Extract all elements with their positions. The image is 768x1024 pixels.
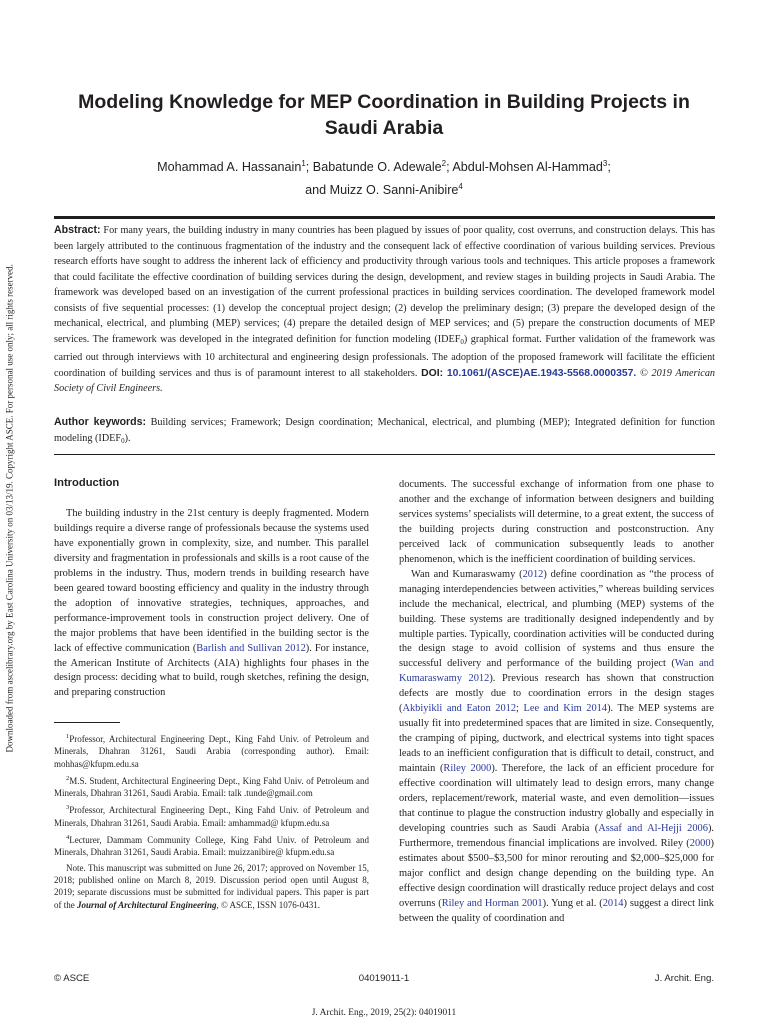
- paper-title: Modeling Knowledge for MEP Coordination in Building Projects in Saudi Arabia: [78, 91, 690, 139]
- footnote-3: $^3$Professor, Architectural Engineering Dept., King Fahd Univ. of Petroleum and Minerals, Dhahran 31261, Saudi Arabia. Email: amhammad@ kfupm.edu.sa: [54, 804, 369, 828]
- citation-link[interactable]: Barlish and Sullivan 2012: [196, 642, 306, 654]
- footer-journal: J. Archit. Eng.: [654, 973, 714, 984]
- right-paragraph-1: documents. The successful exchange of information from one phase to another and the exchange of information between designers and building services systems’ specialists will determine, to a great extent, the success of the building projects during construction and postconstruction. Any perceived lack of communication subsequently leads to another phenomenon, which is the inefficient coordination of building services.: [399, 479, 714, 565]
- footer-page-id: 04019011-1: [358, 973, 410, 984]
- doi-label: DOI:: [421, 367, 444, 379]
- citation-link[interactable]: 2014: [602, 897, 624, 909]
- citation-link[interactable]: 2012: [522, 568, 544, 580]
- citation-link[interactable]: Wan and Kumaraswamy 2012: [399, 658, 714, 685]
- author-keywords: Author keywords: Building services; Framework; Design coordination; Mechanical, electrical, and plumbing (MEP); Integrated definition for function modeling $(IDEF_0)$.: [54, 416, 715, 445]
- right-column: [399, 478, 714, 927]
- abstract-label: Abstract:: [54, 224, 101, 236]
- author-1: Mohammad A. Hassanain: [157, 160, 302, 175]
- citation-link[interactable]: Riley 2000: [443, 763, 492, 775]
- left-column: [54, 507, 369, 701]
- doi-link[interactable]: 10.1061/(ASCE)AE.1943-5568.0000357.: [446, 367, 637, 379]
- keywords-label: Author keywords:: [54, 416, 147, 428]
- citation-link[interactable]: Lee and Kim 2014: [523, 703, 608, 715]
- author-list: Mohammad A. Hassanain$^1$; Babatunde O. Adewale$^2$; Abdul-Mohsen Al-Hammad$^3$; and Muizz O. Sanni-Anibire$^4$: [157, 159, 611, 198]
- footnote-4: $^4$Lecturer, Dammam Community College, King Fahd Univ. of Petroleum and Minerals, Dhahran 31261, Saudi Arabia. Email: muizzanibire@ kfupm.edu.sa: [54, 834, 369, 858]
- author-2: Babatunde O. Adewale: [312, 160, 442, 175]
- intro-paragraph: The building industry in the 21st century is deeply fragmented. Modern buildings require a diverse range of professionals because the systems used have exponentially grown in complexity, size, and number. This parallel diversity and fragmentation in professionals and skills is a root cause of the problems in the industry. Thus, modern trends in building research have been geared toward boosting efficiency and quality in the industry through the adoption of innovative strategies, techniques, approaches, and performance-improvement tools in construction project delivery. One of the major problems that have been identified in the building sector is the lack of effective communication (Barlish and Sullivan 2012). For instance, the American Institute of Architects (AIA) highlights four phases in the design process: deciding what to build, rough sketches, refining the design, and preparing construction: [54, 508, 369, 699]
- footnote-rule: [54, 722, 120, 723]
- footnote-1: $^1$Professor, Architectural Engineering Dept., King Fahd Univ. of Petroleum and Minerals, Dhahran 31261, Saudi Arabia (corresponding author). Email: mohhas@kfupm.edu.sa: [54, 733, 369, 769]
- footnote-2: $^2$M.S. Student, Architectural Engineering Dept., King Fahd Univ. of Petroleum and Minerals, Dhahran 31261, Saudi Arabia. Email: talk .tunde@gmail.com: [54, 774, 369, 799]
- citation-link[interactable]: Akbiyikli and Eaton 2012: [402, 703, 517, 715]
- author-3: Abdul-Mohsen Al-Hammad: [452, 160, 603, 175]
- intro-heading: Introduction: [54, 477, 120, 489]
- footnotes: [54, 731, 369, 914]
- right-paragraph-2: Wan and Kumaraswamy (2012) define coordination as “the process of managing interdependencies between activities,” whereas building services include the mechanical, electrical, and plumbing (MEP) systems of the building. These systems are traditionally designed independently and by multiple parties. Typically, coordination activities will be conducted during the design stage to avoid collision of systems and thus ensure the successful delivery and performance of the building project (Wan and Kumaraswamy 2012). Previous research has shown that construction defects are mostly due to coordination errors in the design stages (Akbiyikli and Eaton 2012; Lee and Kim 2014). The MEP systems are usually fit into predetermined spaces that are limited in size. Consequently, the cramping of piping, ductwork, and electrical systems into tight spaces leads to an inefficient configuration that is difficult to detail, construct, and maintain (Riley 2000). Therefore, the lack of an efficient procedure for effective coordination will ultimately lead to design errors, many change orders, replacement/rework, material waste, and even demolition—issues that continue to plague the construction industry globally and especially in developing countries such as Saudi Arabia (Assaf and Al-Hejji 2006). Furthermore, tremendous financial implications are involved. Riley (2000) estimates about $500–$3,500 for minor rerouting and $2,000–$25,000 for major conflict and design change depending on the building type. An effective design coordination will drastically reduce project delays and cost overruns (Riley and Horman 2001). Yung et al. (2014) suggest a direct link between the quality of coordination and: [399, 568, 715, 924]
- download-watermark: Downloaded from ascelibrary.org by East Carolina University on 03/13/19. Copyright ASCE. For personal use only; all rights reserved.: [4, 264, 15, 753]
- copyright: © 2019 American Society of Civil Engineers.: [54, 367, 716, 394]
- manuscript-note: Note. This manuscript was submitted on June 26, 2017; approved on November 15, 2018; published online on March 8, 2019. Discussion period open until August 8, 2019; separate discussions must be submitted for individual papers. This paper is part of the Journal of Architectural Engineering, © ASCE, ISSN 1076-0431.: [54, 862, 369, 910]
- top-rule: [54, 216, 715, 219]
- abstract: Abstract: For many years, the building industry in many countries has been plagued by issues of poor quality, cost overruns, and construction delays. This has been largely attributed to the continuous fragmentation of the industry and the consequent lack of effective coordination of various building services. Previous research efforts have sought to address the inherent lack of efficiency and productivity through various tools and techniques. This article proposes a framework that could facilitate the effective coordination of building services during the design, development, and review stages in building projects in Saudi Arabia. The framework was developed based on an investigation of the current professional practices in building services coordination. The developed framework model consists of five sequential processes: (1) develop the conceptual project design; (2) develop the preliminary design; (3) prepare the developed design of the mechanical, electrical, and plumbing (MEP) services; (4) prepare the detailed design of MEP services; and (5) prepare the construction documents of MEP services. The framework was developed in the integrated definition for function modeling $(IDEF_0)$ graphical format. Further validation of the framework was carried out through interviews with 10 architectural and engineering design professionals. The adoption of the proposed framework will facilitate the efficient coordination of building services and thus is of paramount interest to all stakeholders. DOI: 10.1061/(ASCE)AE.1943-5568.0000357. © 2019 American Society of Civil Engineers.: [54, 224, 716, 394]
- citation-link[interactable]: 2000: [689, 837, 711, 849]
- citation-link[interactable]: Assaf and Al-Hejji 2006: [598, 822, 708, 834]
- journal-reference: J. Archit. Eng., 2019, 25(2): 04019011: [311, 1008, 457, 1018]
- section-rule: [54, 454, 715, 455]
- author-4: Muizz O. Sanni-Anibire: [329, 183, 459, 198]
- footer-copyright: © ASCE: [54, 973, 90, 984]
- citation-link[interactable]: Riley and Horman 2001: [441, 897, 543, 909]
